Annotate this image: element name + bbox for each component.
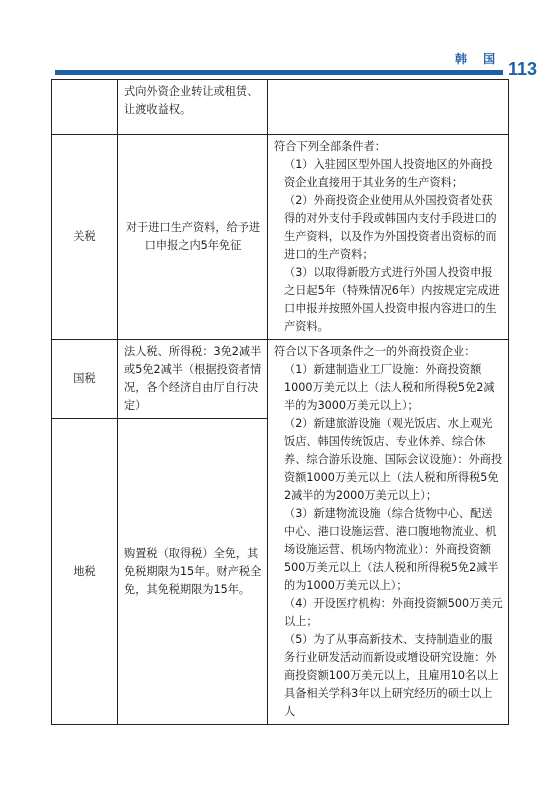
table-row-national-tax bbox=[52, 340, 509, 419]
conditions-line: （2）外商投资企业使用从外国投资者处获得的对外支付手段或韩国内支付手段进口的生产资料，以及作为外国投资者出资标的而进口的生产资料； bbox=[284, 194, 497, 261]
incentive-table bbox=[51, 79, 509, 725]
conditions-tariff bbox=[268, 135, 509, 340]
conditions-line: （3）新建物流设施（综合货物中心、配送中心、港口设施运营、港口腹地物流业、机场设施运营、机场内物流业）：外商投资额500万美元以上（法人税和所得税5免2减半的为1000万美元以上）； bbox=[284, 507, 499, 592]
category-cell bbox=[52, 80, 118, 135]
benefit-cell: 式向外资企业转让或租赁、让渡收益权。 bbox=[118, 80, 268, 135]
table-row-continued bbox=[52, 80, 509, 135]
header-rule bbox=[55, 70, 503, 75]
conditions-line: （1）新建制造业工厂设施：外商投资额1000万美元以上（法人税和所得税5免2减半的为3000万美元以上）； bbox=[284, 363, 495, 412]
benefit-national-tax: 法人税、所得税：3免2减半或5免2减半（根据投资者情况，各个经济自由厅自行决定） bbox=[118, 340, 268, 419]
benefit-local-tax: 购置税（取得税）全免，其免税期限为15年。财产税全免，其免税期限为15年。 bbox=[118, 419, 268, 725]
category-tariff: 关税 bbox=[52, 135, 118, 340]
conditions-cell bbox=[268, 80, 509, 135]
conditions-tax bbox=[268, 340, 509, 725]
conditions-line: （5）为了从事高新技术、支持制造业的服务行业研发活动而新设或增设研究设施：外商投资额100万美元以上，且雇用10名以上具备相关学科3年以上研究经历的硕士以上人 bbox=[284, 633, 499, 718]
conditions-line: 符合下列全部条件者： bbox=[274, 140, 386, 153]
category-local-tax: 地税 bbox=[52, 419, 118, 725]
conditions-line: （1）入驻园区型外国人投资地区的外商投资企业直接用于其业务的生产资料； bbox=[284, 158, 493, 189]
page-number: 113 bbox=[508, 59, 538, 79]
conditions-line: （3）以取得新股方式进行外国人投资申报之日起5年（特殊情况6年）内按规定完成进口申报并按照外国人投资申报内容进口的生产资料。 bbox=[284, 266, 500, 333]
benefit-tariff: 对于进口生产资料，给予进口申报之内5年免征 bbox=[118, 135, 268, 340]
header-country: 韩 国 bbox=[455, 52, 502, 66]
table-row-tariff bbox=[52, 135, 509, 340]
conditions-line: 符合以下各项条件之一的外商投资企业： bbox=[274, 345, 476, 358]
category-national-tax: 国税 bbox=[52, 340, 118, 419]
conditions-line: （2）新建旅游设施（观光饭店、水上观光饭店、韩国传统饭店、专业休养、综合休养、综合游乐设施、国际会议设施）：外商投资额1000万美元以上（法人税和所得税5免2减半的为2000万美元以上）； bbox=[284, 417, 503, 502]
conditions-line: （4）开设医疗机构：外商投资额500万美元以上； bbox=[284, 597, 503, 628]
